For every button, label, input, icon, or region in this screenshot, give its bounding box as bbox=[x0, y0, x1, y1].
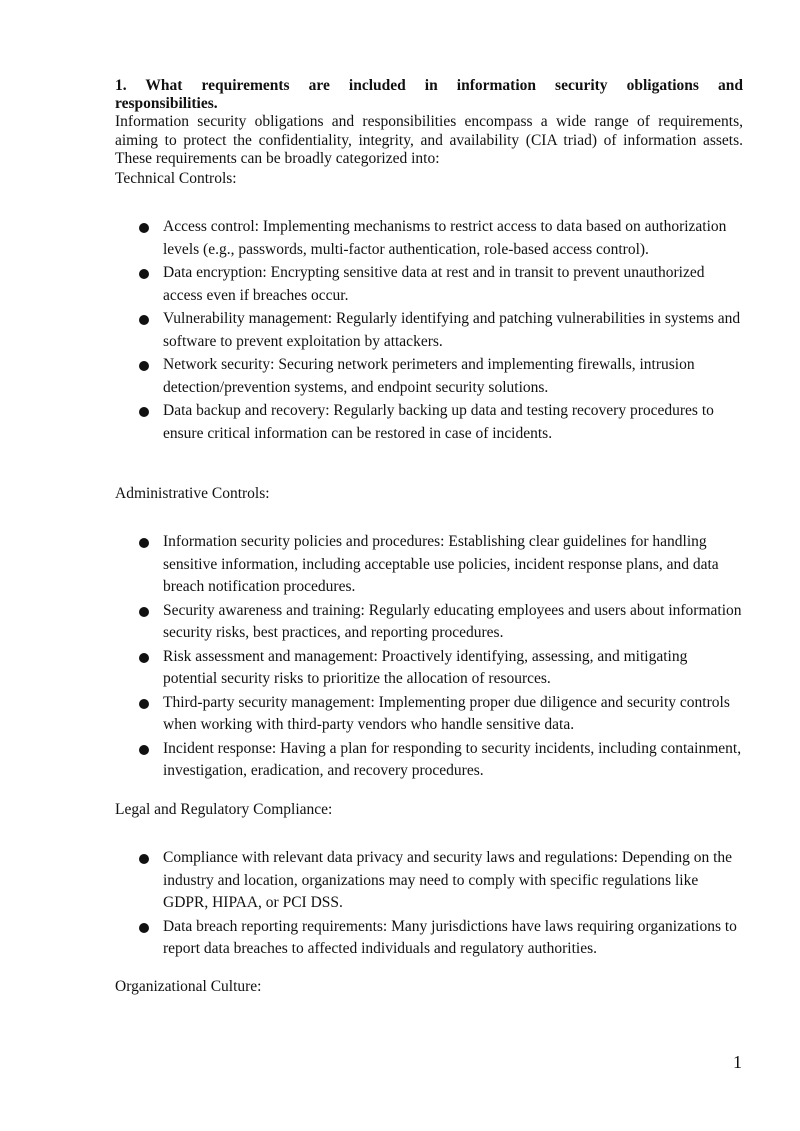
section-label-technical: Technical Controls: bbox=[115, 170, 237, 187]
list-item: Access control: Implementing mechanisms to restrict access to data based on authorization levels (e.g., passwords, multi-factor authentication, role-based access control). bbox=[115, 216, 745, 261]
list-item: Network security: Securing network perimeters and implementing firewalls, intrusion detection/prevention systems, and endpoint security solutions. bbox=[115, 354, 745, 399]
section-label-organizational: Organizational Culture: bbox=[115, 978, 262, 995]
bullet-dot-icon bbox=[139, 854, 149, 864]
list-item: Third-party security management: Implementing proper due diligence and security controls when working with third-party vendors who handle sensitive data. bbox=[115, 692, 745, 737]
bullet-dot-icon bbox=[139, 361, 149, 371]
bullet-dot-icon bbox=[139, 223, 149, 233]
page-number: 1 bbox=[733, 1052, 742, 1072]
section-label-administrative: Administrative Controls: bbox=[115, 485, 270, 502]
list-item: Vulnerability management: Regularly identifying and patching vulnerabilities in systems and software to prevent exploitation by attackers. bbox=[115, 308, 745, 353]
bullet-dot-icon bbox=[139, 653, 149, 663]
list-item: Compliance with relevant data privacy and security laws and regulations: Depending on the industry and location, organizations may need to comply with specific regulations like GDPR, HIPAA, or PCI DSS. bbox=[115, 847, 745, 915]
question-heading-continued: responsibilities. bbox=[115, 95, 218, 112]
technical-controls-list bbox=[115, 216, 745, 446]
intro-paragraph: Information security obligations and responsibilities encompass a wide range of requirements, aiming to protect the confidentiality, integrity, and availability (CIA triad) of information assets. These requirements can be broadly categorized into: bbox=[115, 113, 743, 167]
list-item: Incident response: Having a plan for responding to security incidents, including containment, investigation, eradication, and recovery procedures. bbox=[115, 738, 745, 783]
bullet-dot-icon bbox=[139, 315, 149, 325]
bullet-dot-icon bbox=[139, 699, 149, 709]
section-label-legal: Legal and Regulatory Compliance: bbox=[115, 801, 333, 818]
bullet-dot-icon bbox=[139, 745, 149, 755]
list-item: Security awareness and training: Regularly educating employees and users about information security risks, best practices, and reporting procedures. bbox=[115, 600, 745, 645]
legal-compliance-list bbox=[115, 847, 745, 962]
bullet-dot-icon bbox=[139, 269, 149, 279]
bullet-dot-icon bbox=[139, 607, 149, 617]
question-heading: 1. What requirements are included in information security obligations and bbox=[115, 77, 743, 94]
bullet-dot-icon bbox=[139, 407, 149, 417]
list-item: Data encryption: Encrypting sensitive data at rest and in transit to prevent unauthorized access even if breaches occur. bbox=[115, 262, 745, 307]
list-item: Data breach reporting requirements: Many jurisdictions have laws requiring organizations to report data breaches to affected individuals and regulatory authorities. bbox=[115, 916, 745, 961]
bullet-dot-icon bbox=[139, 923, 149, 933]
list-item: Risk assessment and management: Proactively identifying, assessing, and mitigating potential security risks to prioritize the allocation of resources. bbox=[115, 646, 745, 691]
administrative-controls-list bbox=[115, 531, 745, 784]
list-item: Information security policies and procedures: Establishing clear guidelines for handling sensitive information, including acceptable use policies, incident response plans, and data breach notification procedures. bbox=[115, 531, 745, 599]
bullet-dot-icon bbox=[139, 538, 149, 548]
list-item: Data backup and recovery: Regularly backing up data and testing recovery procedures to ensure critical information can be restored in case of incidents. bbox=[115, 400, 745, 445]
